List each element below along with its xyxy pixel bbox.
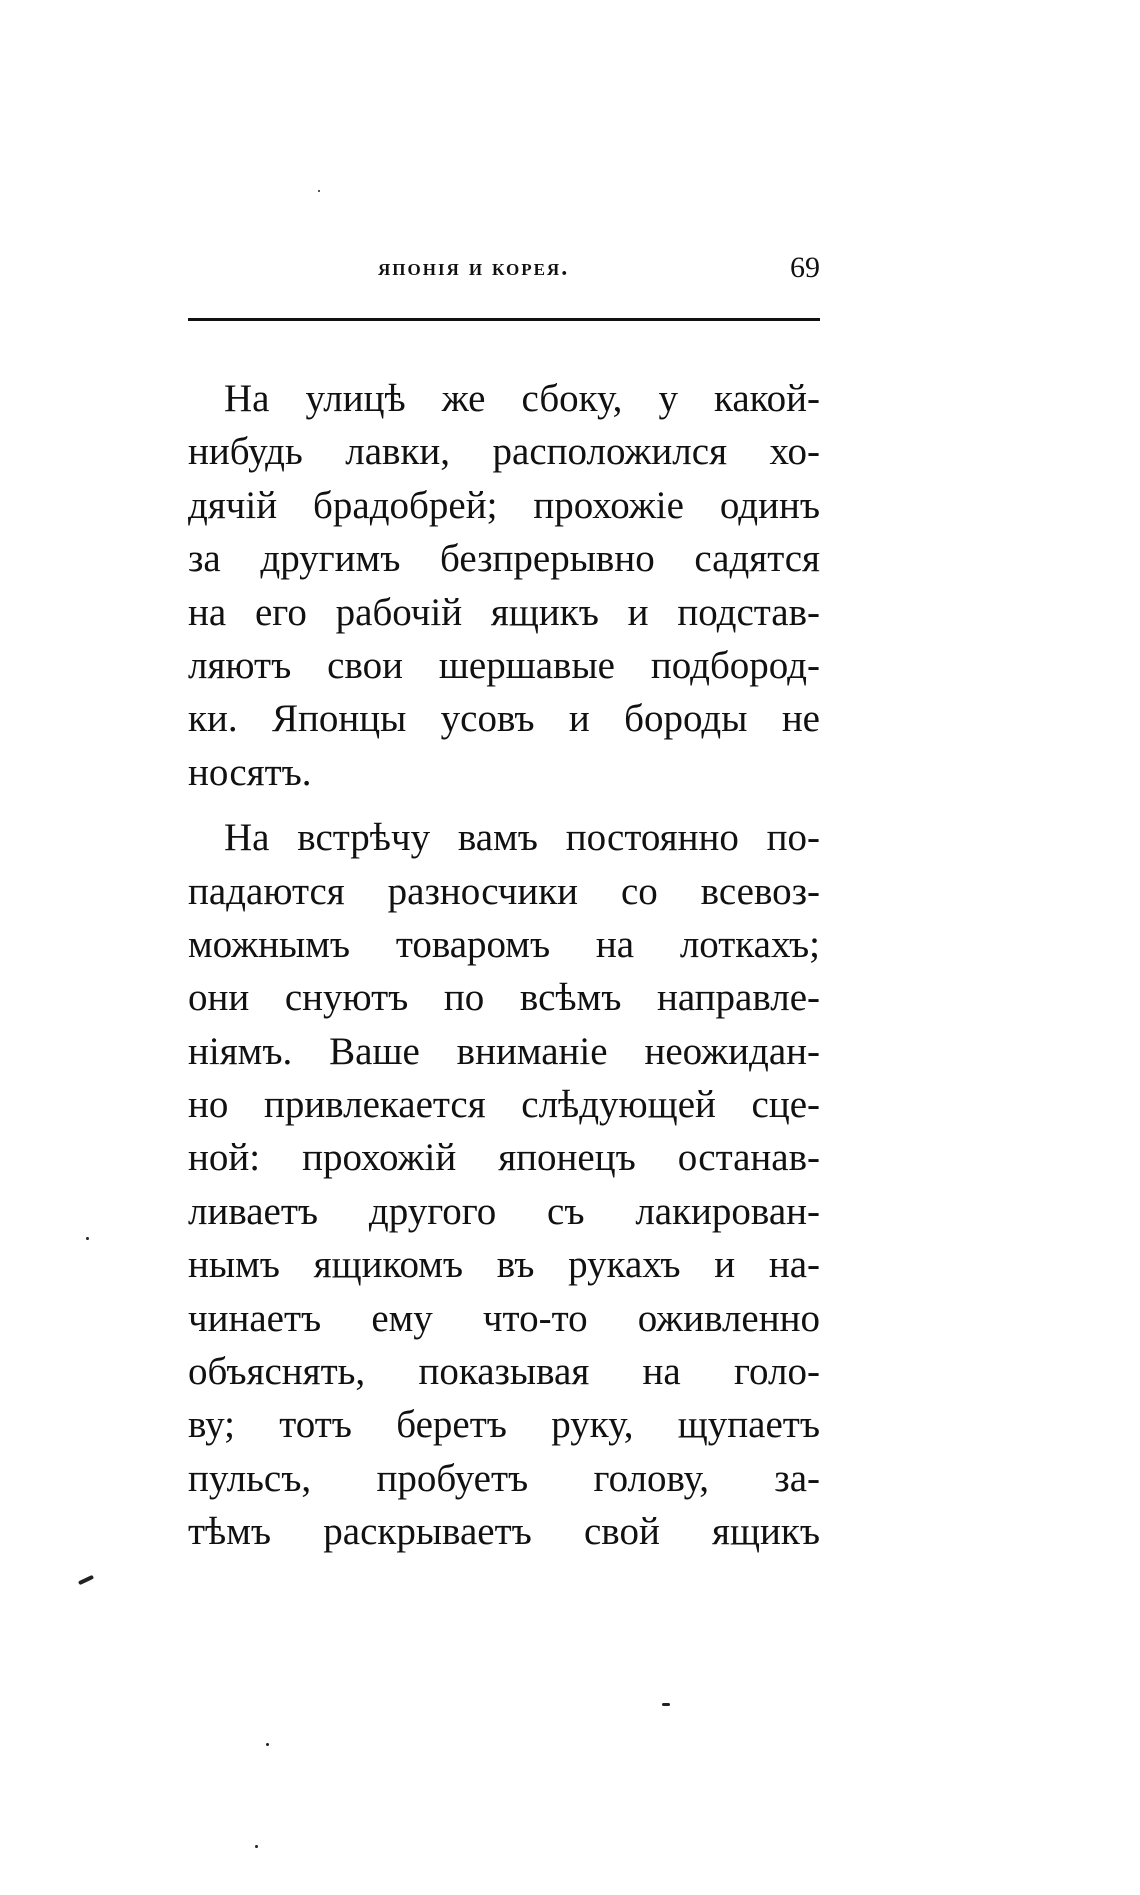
text-line: ливаетъ другого съ лакирован- — [188, 1189, 820, 1233]
scan-speck — [255, 1845, 258, 1848]
running-title: японія и корея. — [378, 255, 570, 281]
paragraph-1 — [188, 372, 820, 799]
text-line: ки. Японцы усовъ и бороды не — [188, 697, 820, 741]
scan-speck — [318, 190, 320, 192]
text-line: носятъ. — [188, 750, 312, 794]
scan-speck — [266, 1743, 269, 1746]
text-line: чинаетъ ему что-то оживленно — [188, 1296, 820, 1340]
text-line: ляютъ свои шершавые подбород- — [188, 643, 820, 687]
text-line: ву; тотъ беретъ руку, щупаетъ — [188, 1403, 820, 1447]
text-line: пульсъ, пробуетъ голову, за- — [188, 1456, 820, 1500]
text-line: падаются разносчики со всевоз- — [188, 869, 820, 913]
text-line: нибудь лавки, расположился хо- — [188, 430, 820, 474]
text-line: ніямъ. Ваше вниманіе неожидан- — [188, 1029, 820, 1073]
paragraph-gap — [188, 799, 820, 811]
scan-speck — [86, 1237, 89, 1240]
text-line: объяснять, показывая на голо- — [188, 1350, 820, 1394]
text-line: можнымъ товаромъ на лоткахъ; — [188, 922, 820, 966]
text-line: но привлекается слѣдующей сце- — [188, 1083, 820, 1127]
body-text — [188, 372, 820, 1559]
text-line: они снуютъ по всѣмъ направле- — [188, 976, 820, 1020]
text-line: На улицѣ же сбоку, у какой- — [224, 377, 820, 420]
text-line: дячій брадобрей; прохожіе одинъ — [188, 483, 820, 527]
page-header — [188, 251, 820, 295]
text-line: тѣмъ раскрываетъ свой ящикъ — [188, 1510, 820, 1554]
paragraph-2 — [188, 811, 820, 1558]
text-line: на его рабочій ящикъ и подстав- — [188, 590, 820, 634]
scan-speck — [78, 1575, 94, 1585]
text-line: На встрѣчу вамъ постоянно по- — [224, 816, 820, 860]
scan-speck — [662, 1703, 670, 1706]
page-number: 69 — [790, 251, 820, 284]
text-line: нымъ ящикомъ въ рукахъ и на- — [188, 1243, 820, 1287]
text-line: за другимъ безпрерывно садятся — [188, 537, 820, 581]
text-line: ной: прохожій японецъ останав- — [188, 1136, 820, 1180]
header-rule — [188, 318, 820, 321]
